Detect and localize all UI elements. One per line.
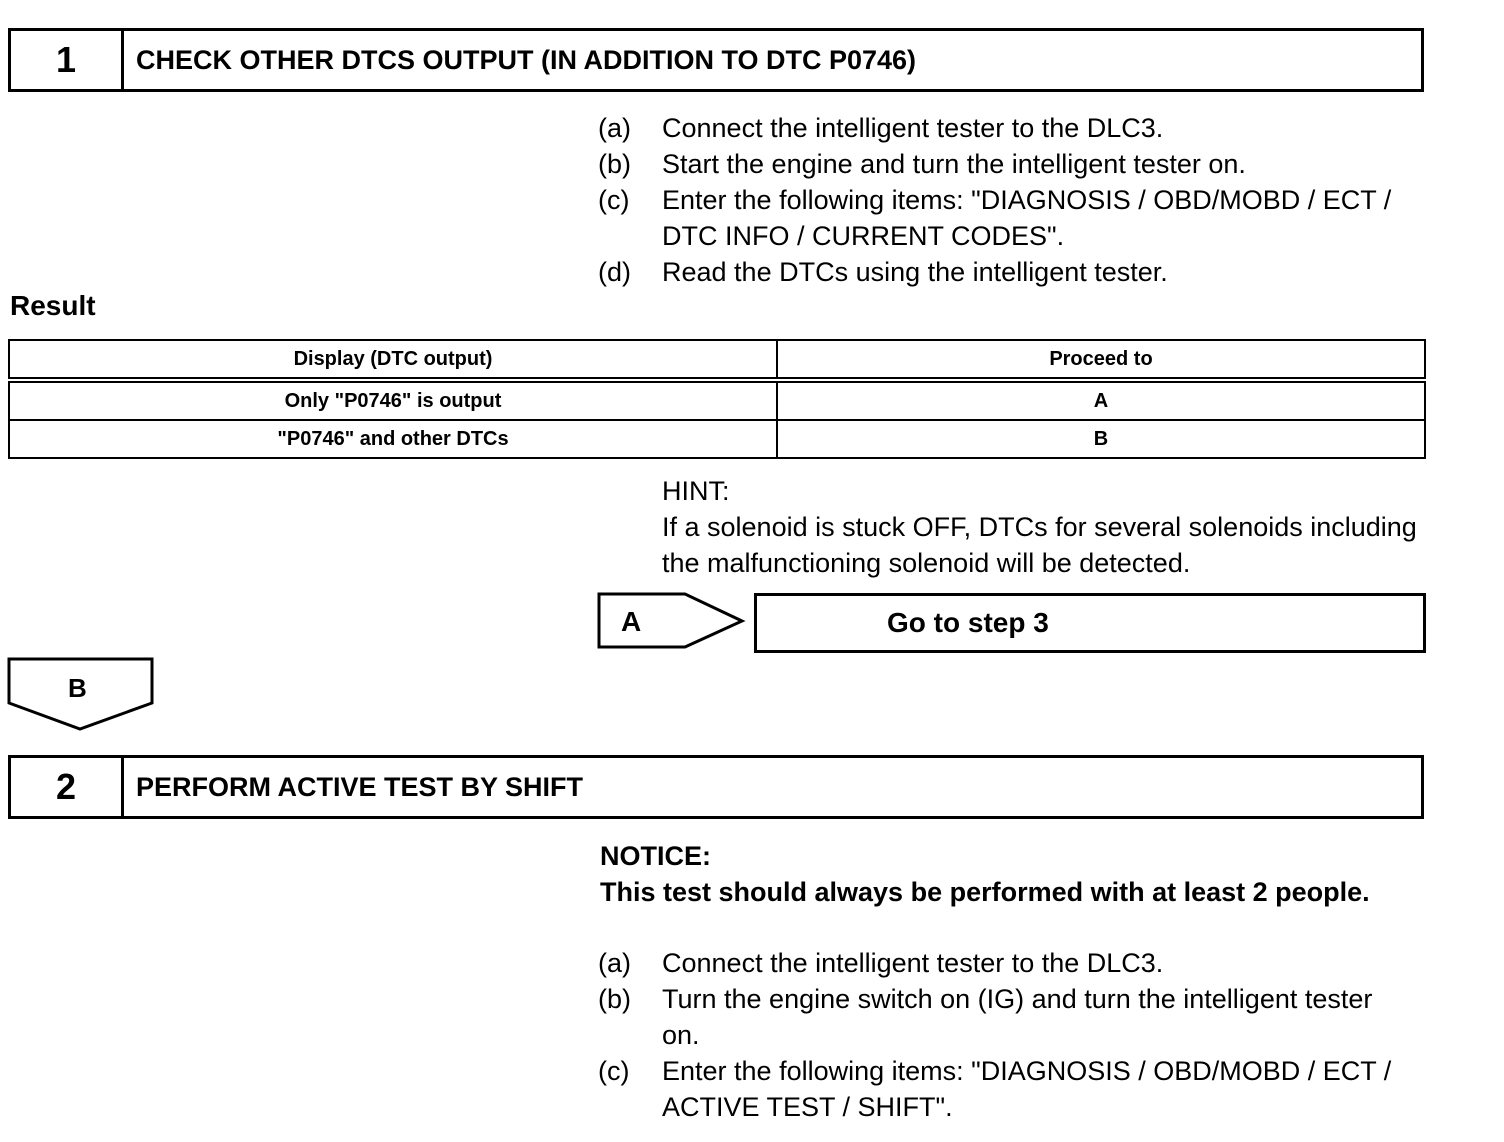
step-2-instructions: [598, 945, 1428, 1125]
instruction-text: Connect the intelligent tester to the DLC3.: [662, 113, 1164, 143]
table-cell: "P0746" and other DTCs: [9, 420, 777, 458]
instruction-label: (b): [598, 149, 631, 179]
instruction-label: (a): [598, 113, 631, 143]
step-number: 2: [11, 758, 124, 816]
table-cell: A: [777, 380, 1425, 420]
instruction-text: Enter the following items: "DIAGNOSIS / OBD/MOBD / ECT / ACTIVE TEST / SHIFT".: [662, 1056, 1392, 1122]
step-number: 1: [11, 31, 124, 89]
instruction-label: (c): [598, 1056, 630, 1086]
table-row: [9, 380, 1425, 420]
table-cell: Only "P0746" is output: [9, 380, 777, 420]
instruction-text: Turn the engine switch on (IG) and turn the intelligent tester on.: [662, 984, 1373, 1050]
column-header-display: Display (DTC output): [9, 340, 777, 380]
instruction-item: [598, 110, 1428, 146]
table-cell: B: [777, 420, 1425, 458]
instruction-item: [598, 146, 1428, 182]
instruction-label: (b): [598, 984, 631, 1014]
instruction-item: [598, 1053, 1428, 1125]
instruction-item: [598, 945, 1428, 981]
step-1-header: [8, 28, 1424, 92]
step-title: CHECK OTHER DTCS OUTPUT (IN ADDITION TO DTC P0746): [136, 44, 917, 75]
instruction-text: Start the engine and turn the intelligent tester on.: [662, 149, 1246, 179]
notice-block: [600, 838, 1400, 910]
branch-a-arrow-icon: [597, 592, 747, 650]
hint-label: HINT:: [662, 476, 730, 506]
instruction-text: Connect the intelligent tester to the DLC3.: [662, 948, 1164, 978]
table-header-row: [9, 340, 1425, 380]
table-row: [9, 420, 1425, 458]
branch-a-label: A: [621, 606, 642, 637]
instruction-text: Enter the following items: "DIAGNOSIS / OBD/MOBD / ECT / DTC INFO / CURRENT CODES".: [662, 185, 1392, 251]
column-header-proceed: Proceed to: [777, 340, 1425, 380]
instruction-label: (a): [598, 948, 631, 978]
step-1-instructions: [598, 110, 1428, 290]
result-table: [8, 339, 1426, 459]
result-label: Result: [10, 290, 96, 321]
go-to-step-3-box: Go to step 3: [754, 593, 1426, 653]
notice-label: NOTICE:: [600, 841, 711, 871]
branch-b-label: B: [68, 673, 87, 703]
hint-block: [662, 473, 1422, 581]
instruction-item: [598, 254, 1428, 290]
instruction-item: [598, 182, 1428, 254]
instruction-label: (c): [598, 185, 630, 215]
instruction-item: [598, 981, 1428, 1053]
instruction-label: (d): [598, 257, 631, 287]
step-title: PERFORM ACTIVE TEST BY SHIFT: [136, 771, 584, 802]
instruction-text: Read the DTCs using the intelligent tester.: [662, 257, 1168, 287]
branch-b-arrow-icon: [7, 657, 155, 732]
hint-text: If a solenoid is stuck OFF, DTCs for several solenoids including the malfunctioning solenoid will be detected.: [662, 512, 1417, 578]
notice-text: This test should always be performed with at least 2 people.: [600, 877, 1370, 907]
step-2-header: [8, 755, 1424, 819]
